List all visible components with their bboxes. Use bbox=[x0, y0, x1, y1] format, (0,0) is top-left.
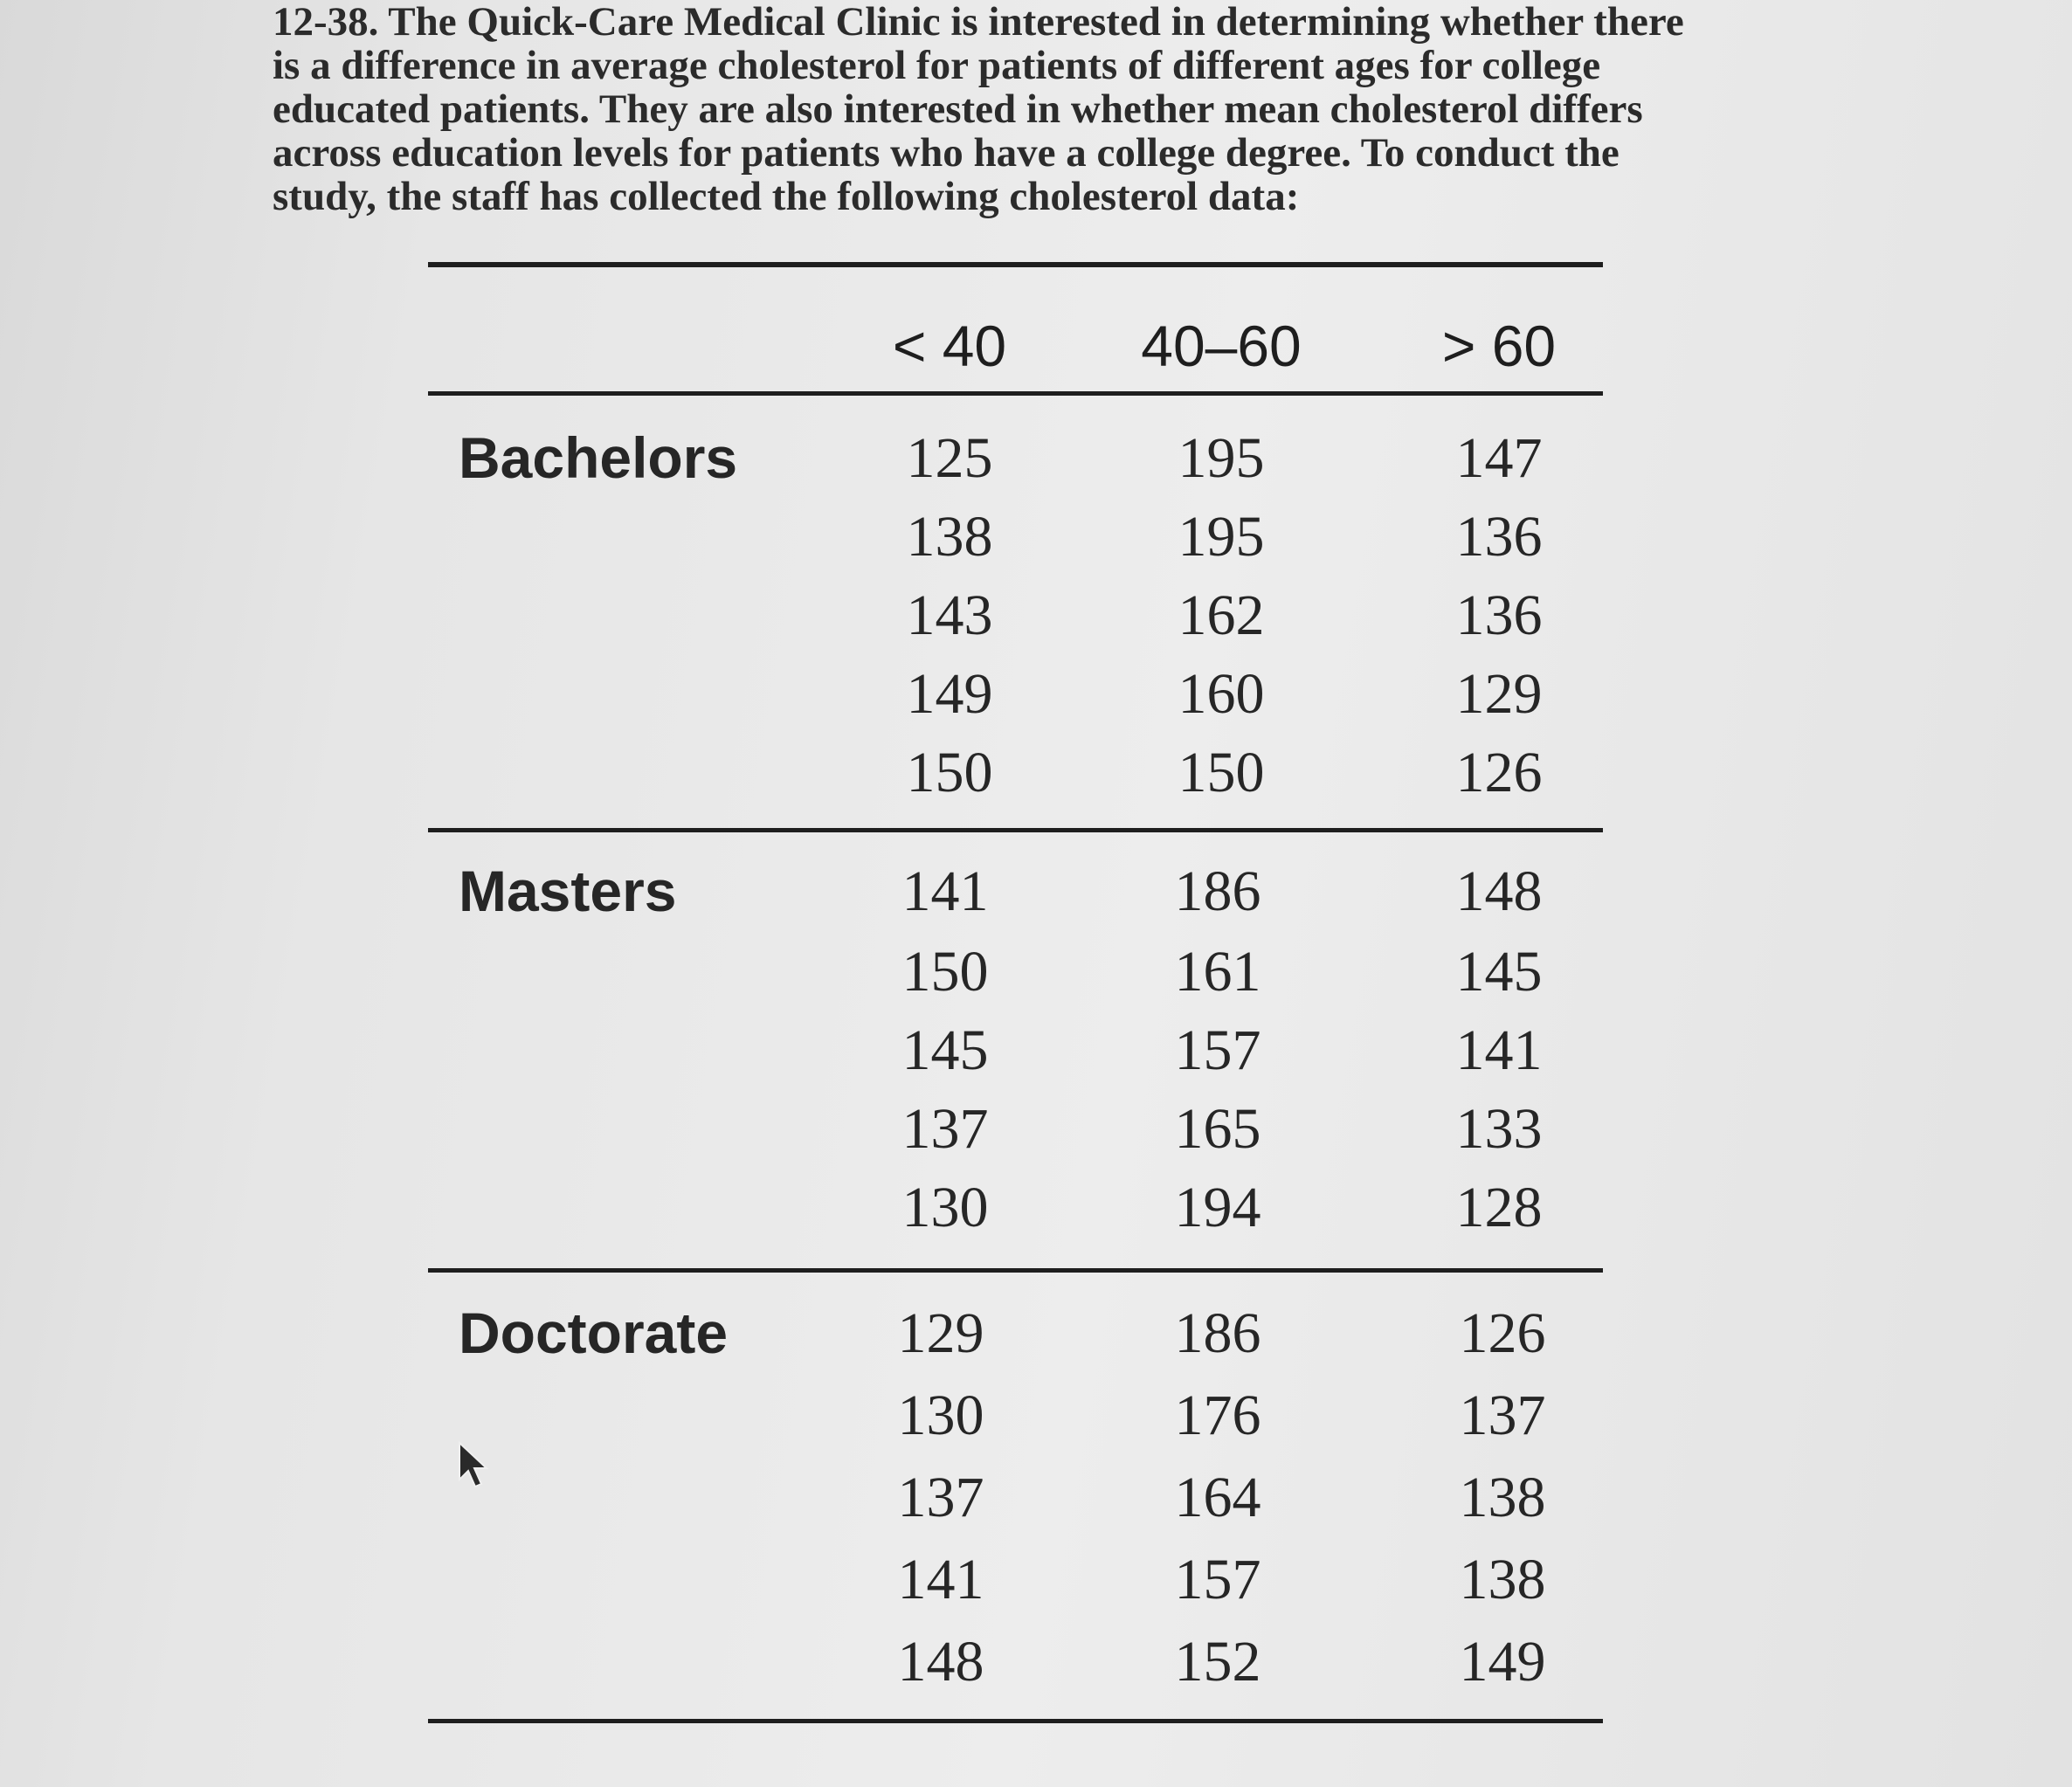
table-cell: 165 bbox=[1174, 1097, 1261, 1161]
table-cell: 128 bbox=[1455, 1176, 1543, 1239]
table-cell: 137 bbox=[897, 1466, 984, 1529]
table-cell: 129 bbox=[1455, 662, 1543, 726]
group-divider-rule bbox=[428, 1268, 1603, 1273]
table-cell: 133 bbox=[1455, 1097, 1543, 1161]
table-cell: 150 bbox=[906, 741, 993, 804]
table-cell: 150 bbox=[1178, 741, 1265, 804]
table-cell: 157 bbox=[1174, 1548, 1261, 1611]
table-cell: 152 bbox=[1174, 1630, 1261, 1694]
column-header-40-60: 40–60 bbox=[1141, 314, 1302, 378]
header-rule bbox=[428, 391, 1603, 396]
table-cell: 137 bbox=[901, 1097, 989, 1161]
problem-line: educated patients. They are also interested in whether mean cholesterol differs bbox=[273, 86, 1643, 132]
table-cell: 129 bbox=[897, 1301, 984, 1365]
table-cell: 164 bbox=[1174, 1466, 1261, 1529]
group-label-masters: Masters bbox=[459, 859, 677, 923]
table-cell: 162 bbox=[1178, 583, 1265, 647]
problem-line: study, the staff has collected the following cholesterol data: bbox=[273, 174, 1300, 219]
table-cell: 150 bbox=[901, 940, 989, 1004]
table-bottom-rule bbox=[428, 1719, 1603, 1723]
table-cell: 195 bbox=[1178, 505, 1265, 569]
table-cell: 157 bbox=[1174, 1018, 1261, 1082]
table-cell: 161 bbox=[1174, 940, 1261, 1004]
table-cell: 145 bbox=[1455, 940, 1543, 1004]
table-cell: 147 bbox=[1455, 426, 1543, 490]
table-cell: 145 bbox=[901, 1018, 989, 1082]
table-cell: 160 bbox=[1178, 662, 1265, 726]
table-cell: 176 bbox=[1174, 1383, 1261, 1447]
table-cell: 143 bbox=[906, 583, 993, 647]
table-cell: 126 bbox=[1459, 1301, 1546, 1365]
table-cell: 125 bbox=[906, 426, 993, 490]
table-cell: 141 bbox=[1455, 1018, 1543, 1082]
table-cell: 138 bbox=[906, 505, 993, 569]
table-cell: 138 bbox=[1459, 1548, 1546, 1611]
problem-statement bbox=[273, 0, 1775, 218]
table-cell: 141 bbox=[897, 1548, 984, 1611]
table-cell: 141 bbox=[901, 859, 989, 923]
column-header-over-60: > 60 bbox=[1441, 314, 1557, 378]
table-cell: 195 bbox=[1178, 426, 1265, 490]
problem-line: is a difference in average cholesterol for patients of different ages for college bbox=[273, 43, 1601, 88]
table-cell: 130 bbox=[897, 1383, 984, 1447]
table-cell: 186 bbox=[1174, 859, 1261, 923]
table-cell: 126 bbox=[1455, 741, 1543, 804]
table-cell: 137 bbox=[1459, 1383, 1546, 1447]
cholesterol-table bbox=[428, 262, 1603, 1729]
table-cell: 148 bbox=[897, 1630, 984, 1694]
column-header-under-40: < 40 bbox=[892, 314, 1007, 378]
mouse-pointer-icon bbox=[456, 1441, 491, 1490]
group-label-doctorate: Doctorate bbox=[459, 1301, 729, 1365]
group-label-bachelors: Bachelors bbox=[459, 425, 738, 490]
table-top-rule bbox=[428, 262, 1603, 267]
table-cell: 136 bbox=[1455, 583, 1543, 647]
problem-line: across education levels for patients who have a college degree. To conduct the bbox=[273, 130, 1620, 176]
table-cell: 149 bbox=[906, 662, 993, 726]
table-cell: 130 bbox=[901, 1176, 989, 1239]
table-cell: 138 bbox=[1459, 1466, 1546, 1529]
table-cell: 148 bbox=[1455, 859, 1543, 923]
table-cell: 194 bbox=[1174, 1176, 1261, 1239]
group-divider-rule bbox=[428, 828, 1603, 832]
table-cell: 149 bbox=[1459, 1630, 1546, 1694]
table-cell: 136 bbox=[1455, 505, 1543, 569]
problem-line: 12-38. The Quick-Care Medical Clinic is interested in determining whether there bbox=[273, 0, 1684, 45]
table-cell: 186 bbox=[1174, 1301, 1261, 1365]
